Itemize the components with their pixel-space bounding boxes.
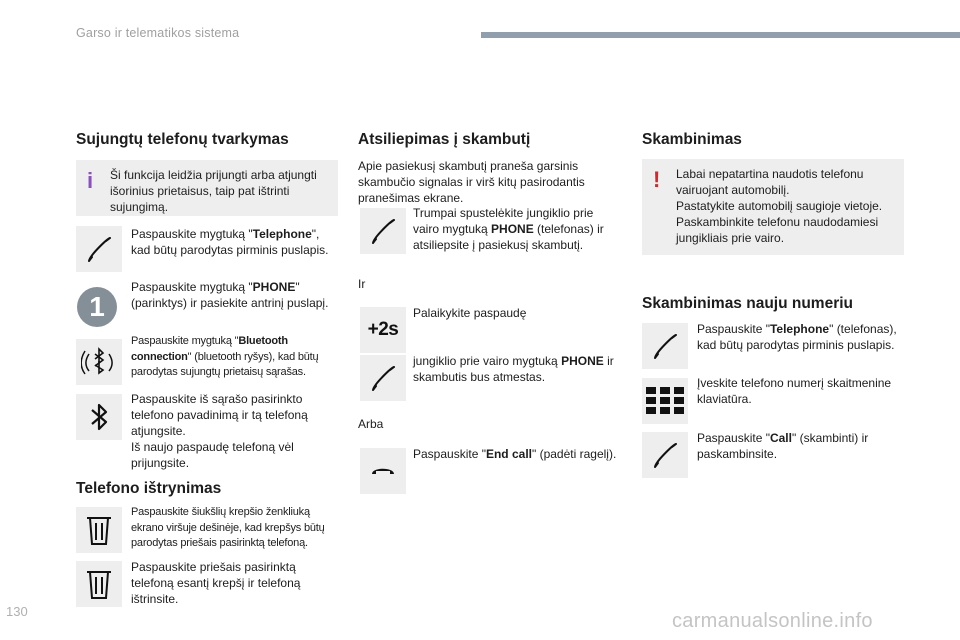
trash-icon	[76, 507, 122, 553]
step-hold-text: Palaikykite paspaudę	[413, 306, 527, 320]
step-delete-text: Paspauskite priešais pasirinktą telefoną esantį krepšį ir telefoną ištrinsite.	[131, 560, 301, 606]
heading-new-number: Skambinimas nauju numeriu	[642, 295, 854, 312]
header-title: Garso ir telematikos sistema	[76, 26, 240, 40]
warning-text: Labai nepatartina naudotis telefonu vairuojant automobilį. Pastatykite automobilį saugioje vietoje. Paskambinkite telefonu naudodamiesi jungikliais prie vairo.	[676, 167, 883, 245]
step-phone-options-text: Paspauskite mygtuką "PHONE" (parinktys) ir pasiekite antrinį puslapį.	[131, 280, 329, 310]
step-select-phone-text: Paspauskite iš sąrašo pasirinkto telefono pavadinimą ir tą telefoną atjungsite. Iš naujo paspaudę telefoną vėl prijungsite.	[131, 392, 308, 470]
hold-duration-label: +2s	[367, 319, 399, 340]
info-note	[76, 160, 338, 216]
phone-icon	[642, 323, 688, 369]
phone-icon	[360, 355, 406, 401]
end-call-icon	[360, 448, 406, 494]
heading-manage-phones: Sujungtų telefonų tvarkymas	[76, 131, 289, 148]
info-icon: i	[87, 168, 94, 193]
or-text: Ir	[358, 277, 366, 291]
step-reject-text: jungiklio prie vairo mygtuką PHONE ir skambutis bus atmestas.	[413, 354, 614, 384]
page-number: 130	[6, 604, 28, 619]
step-answer-text: Trumpai spustelėkite jungiklio prie vairo mygtuką PHONE (telefonas) ir atsiliepsite į pasiekusį skambutį.	[413, 206, 604, 252]
heading-answer-call: Atsiliepimas į skambutį	[358, 131, 531, 148]
phone-icon	[76, 226, 122, 272]
watermark: carmanualsonline.info	[672, 610, 873, 632]
step-telephone-text: Paspauskite mygtuką "Telephone", kad būtų parodytas pirminis puslapis.	[131, 227, 329, 257]
header-bar	[481, 32, 960, 38]
or-text: Arba	[358, 417, 384, 431]
keypad-icon	[642, 378, 688, 424]
step-keypad-text: Įveskite telefono numerį skaitmenine klaviatūra.	[697, 376, 892, 406]
step-telephone-text: Paspauskite "Telephone" (telefonas), kad būtų parodytas pirminis puslapis.	[697, 322, 897, 352]
step-end-call-text: Paspauskite "End call" (padėti ragelį).	[413, 447, 617, 461]
trash-icon	[76, 561, 122, 607]
step-call-text: Paspauskite "Call" (skambinti) ir paskambinsite.	[697, 431, 869, 461]
step-number-badge: 1	[77, 287, 117, 327]
step-bluetooth-connection-text: Paspauskite mygtuką "Bluetooth connection" (bluetooth ryšys), kad būtų parodytas sujungtų prietaisų sąrašas.	[131, 335, 319, 378]
warning-note	[642, 159, 904, 255]
hold-2s-icon	[360, 307, 406, 353]
step-trash-text: Paspauskite šiukšlių krepšio ženkliuką ekrano viršuje dešinėje, kad krepšys būtų parodytas priešais pasirinktą telefoną.	[131, 506, 325, 549]
bluetooth-connection-icon	[76, 339, 122, 385]
phone-icon	[360, 208, 406, 254]
bluetooth-icon	[76, 394, 122, 440]
warning-icon: !	[653, 167, 661, 192]
heading-calling: Skambinimas	[642, 131, 742, 148]
heading-delete-phone: Telefono ištrynimas	[76, 480, 222, 497]
answer-intro-text: Apie pasiekusį skambutį praneša garsinis skambučio signalas ir virš kitų pasirodantis pranešimas ekrane.	[358, 159, 585, 205]
phone-icon	[642, 432, 688, 478]
info-note-text: Ši funkcija leidžia prijungti arba atjungti išorinius prietaisus, taip pat ištrinti sujungimą.	[110, 168, 317, 214]
